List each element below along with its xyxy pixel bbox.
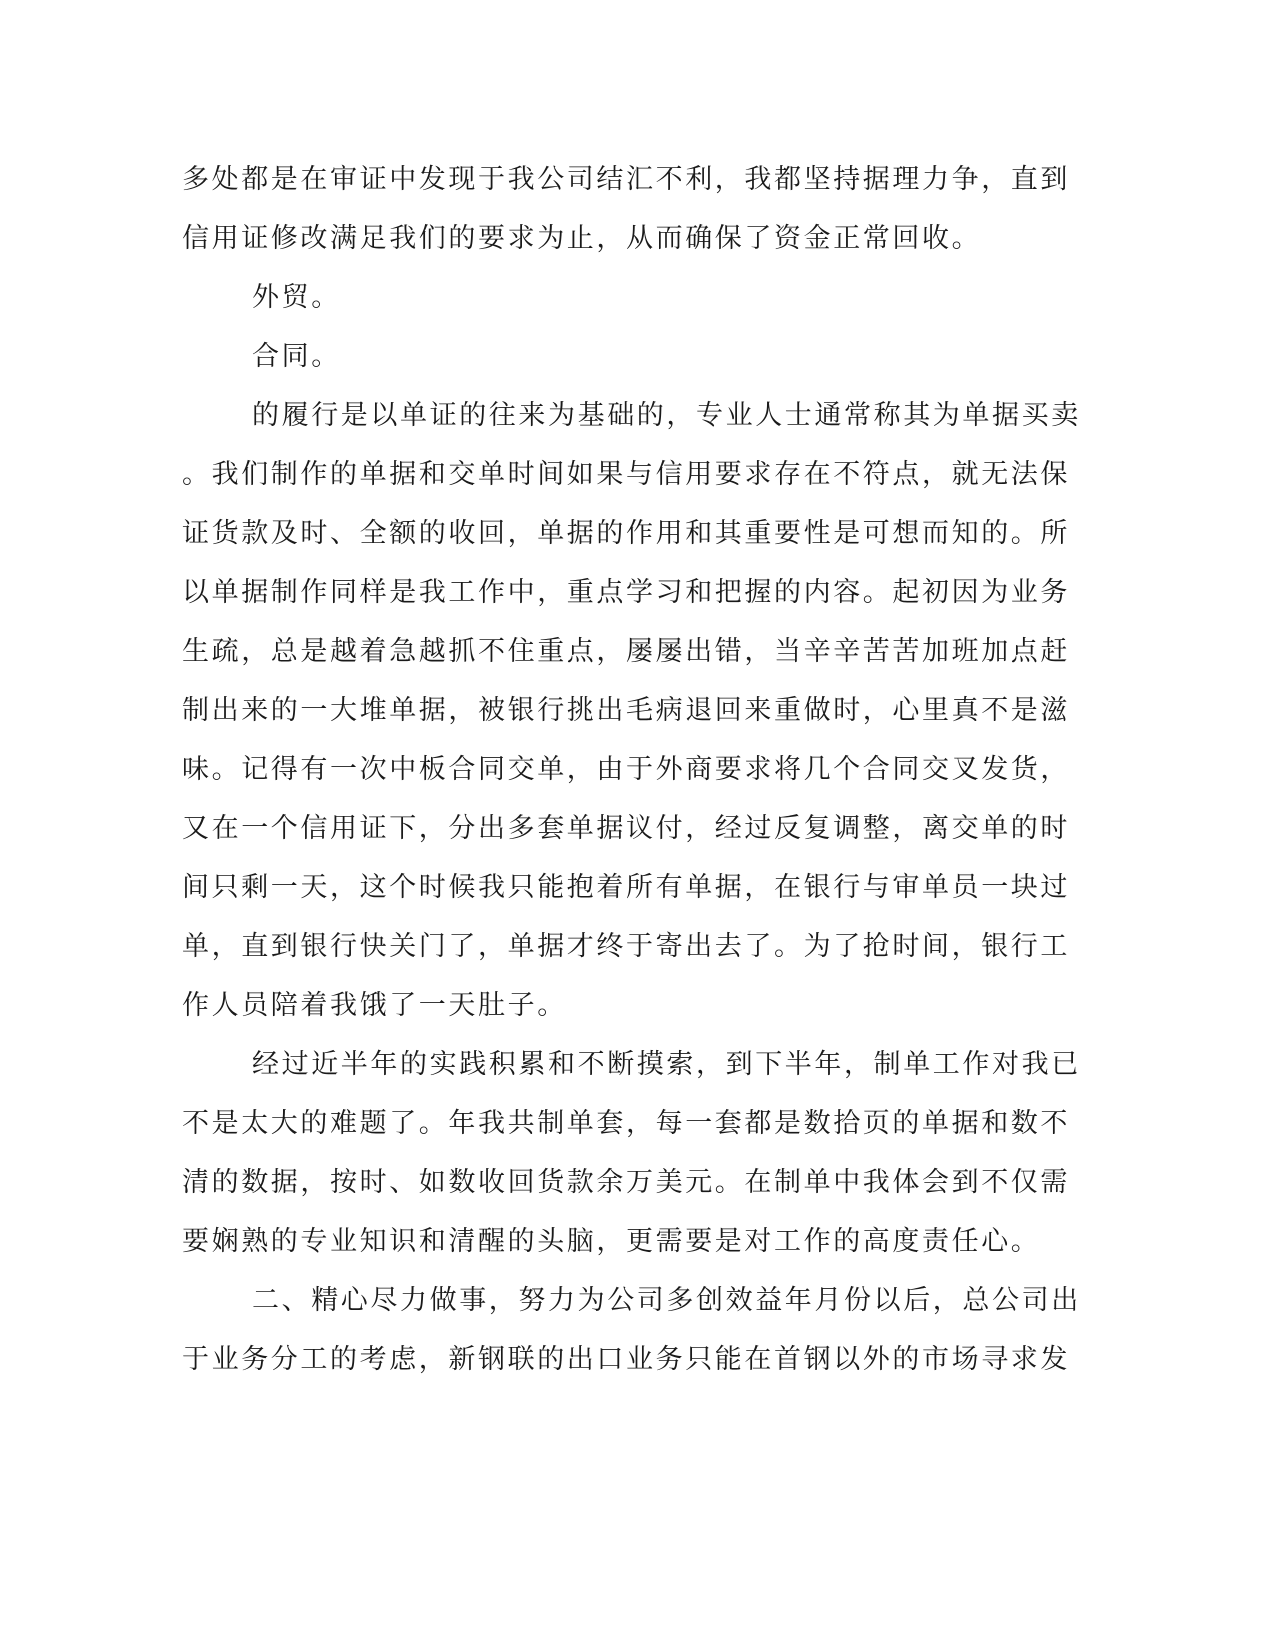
text-line: 又在一个信用证下，分出多套单据议付，经过反复调整，离交单的时 [182,813,1070,844]
text-line: 外贸。 [252,282,341,313]
text-line: 不是太大的难题了。年我共制单套，每一套都是数拾页的单据和数不 [182,1108,1070,1139]
text-line: 味。记得有一次中板合同交单，由于外商要求将几个合同交叉发货， [182,754,1070,785]
text-line: 清的数据，按时、如数收回货款余万美元。在制单中我体会到不仅需 [182,1167,1070,1198]
text-line: 二、精心尽力做事，努力为公司多创效益年月份以后，总公司出 [252,1285,1081,1316]
text-line: 作人员陪着我饿了一天肚子。 [182,990,567,1021]
text-line: 。我们制作的单据和交单时间如果与信用要求存在不符点，就无法保 [182,459,1070,490]
text-line: 证货款及时、全额的收回，单据的作用和其重要性是可想而知的。所 [182,518,1070,549]
text-line: 于业务分工的考虑，新钢联的出口业务只能在首钢以外的市场寻求发 [182,1344,1070,1375]
text-line: 合同。 [252,341,341,372]
text-line: 单，直到银行快关门了，单据才终于寄出去了。为了抢时间，银行工 [182,931,1070,962]
text-line: 经过近半年的实践积累和不断摸索，到下半年，制单工作对我已 [252,1049,1081,1080]
text-line: 制出来的一大堆单据，被银行挑出毛病退回来重做时，心里真不是滋 [182,695,1070,726]
text-line: 的履行是以单证的往来为基础的，专业人士通常称其为单据买卖 [252,400,1081,431]
text-line: 生疏，总是越着急越抓不住重点，屡屡出错，当辛辛苦苦加班加点赶 [182,636,1070,667]
text-line: 信用证修改满足我们的要求为止，从而确保了资金正常回收。 [182,223,982,254]
text-line: 间只剩一天，这个时候我只能抱着所有单据，在银行与审单员一块过 [182,872,1070,903]
text-line: 要娴熟的专业知识和清醒的头脑，更需要是对工作的高度责任心。 [182,1226,1041,1257]
text-line: 以单据制作同样是我工作中，重点学习和把握的内容。起初因为业务 [182,577,1070,608]
document-page [182,150,1081,1389]
text-line: 多处都是在审证中发现于我公司结汇不利，我都坚持据理力争，直到 [182,164,1070,195]
